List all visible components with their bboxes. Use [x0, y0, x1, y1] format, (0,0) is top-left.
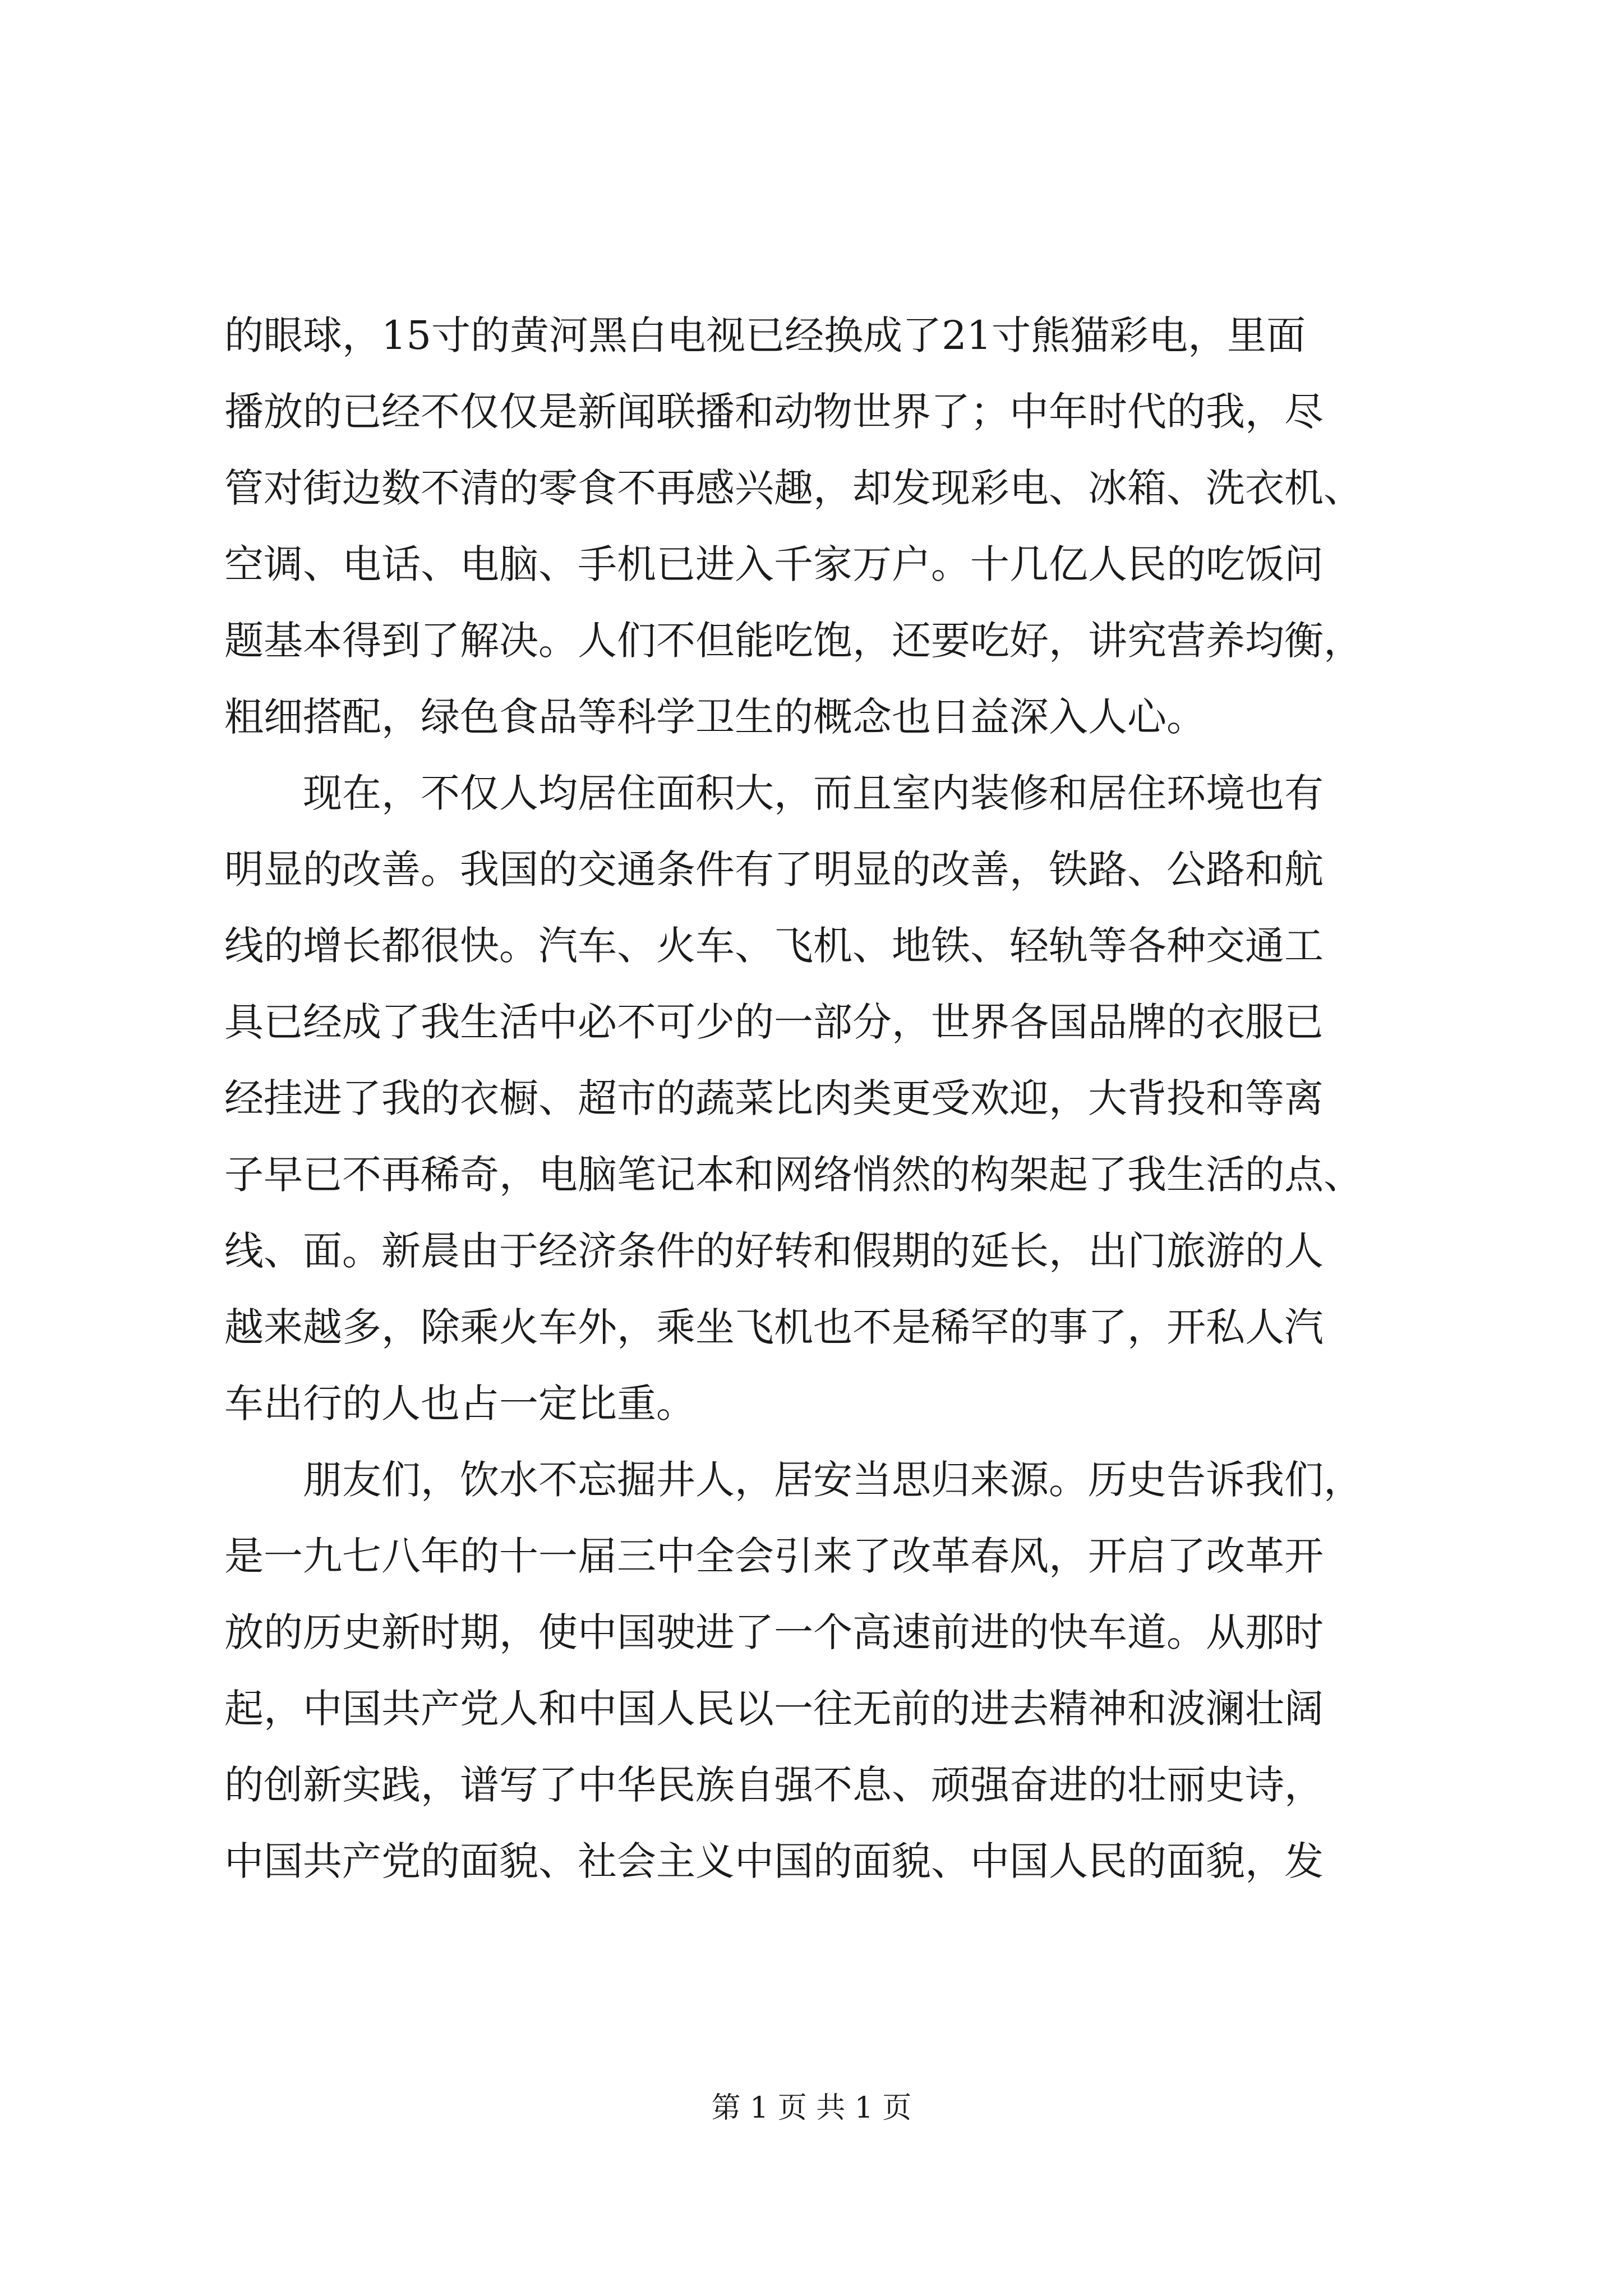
text-line: 车出行的人也占一定比重。 — [224, 1381, 695, 1427]
page-footer: 第 1 页 共 1 页 — [711, 2091, 912, 2125]
text-line: 越来越多，除乘火车外，乘坐飞机也不是稀罕的事了，开私人汽 — [224, 1304, 1324, 1350]
text-line: 是一九七八年的十一届三中全会引来了改革春风，开启了改革开 — [224, 1533, 1324, 1579]
text-line: 空调、电话、电脑、手机已进入千家万户。十几亿人民的吃饭问 — [224, 541, 1324, 587]
text-line: 起，中国共产党人和中国人民以一往无前的进去精神和波澜壮阔 — [224, 1686, 1324, 1732]
text-line: 朋友们，饮水不忘掘井人，居安当思归来源。历史告诉我们， — [224, 1457, 1363, 1503]
text-line: 管对街边数不清的零食不再感兴趣，却发现彩电、冰箱、洗衣机、 — [224, 465, 1363, 511]
text-line: 现在，不仅人均居住面积大，而且室内装修和居住环境也有 — [224, 770, 1324, 816]
text-line: 线、面。新晨由于经济条件的好转和假期的延长，出门旅游的人 — [224, 1228, 1324, 1274]
document-body — [224, 297, 1413, 1899]
text-line: 的创新实践，谱写了中华民族自强不息、顽强奋进的壮丽史诗， — [224, 1762, 1324, 1808]
text-line: 经挂进了我的衣橱、超市的蔬菜比肉类更受欢迎，大背投和等离 — [224, 1075, 1324, 1121]
text-line: 具已经成了我生活中必不可少的一部分，世界各国品牌的衣服已 — [224, 999, 1324, 1045]
text-line: 的眼球，15寸的黄河黑白电视已经换成了21寸熊猫彩电，里面 — [224, 312, 1306, 358]
text-line: 线的增长都很快。汽车、火车、飞机、地铁、轻轨等各种交通工 — [224, 923, 1324, 969]
text-line: 放的历史新时期，使中国驶进了一个高速前进的快车道。从那时 — [224, 1609, 1324, 1655]
text-line: 中国共产党的面貌、社会主义中国的面貌、中国人民的面貌，发 — [224, 1838, 1324, 1884]
text-line: 粗细搭配，绿色食品等科学卫生的概念也日益深入人心。 — [224, 694, 1206, 740]
text-line: 子早已不再稀奇，电脑笔记本和网络悄然的构架起了我生活的点、 — [224, 1152, 1363, 1198]
text-line: 播放的已经不仅仅是新闻联播和动物世界了；中年时代的我，尽 — [224, 389, 1324, 435]
text-line: 明显的改善。我国的交通条件有了明显的改善，铁路、公路和航 — [224, 846, 1324, 892]
text-line: 题基本得到了解决。人们不但能吃饱，还要吃好，讲究营养均衡， — [224, 618, 1363, 664]
